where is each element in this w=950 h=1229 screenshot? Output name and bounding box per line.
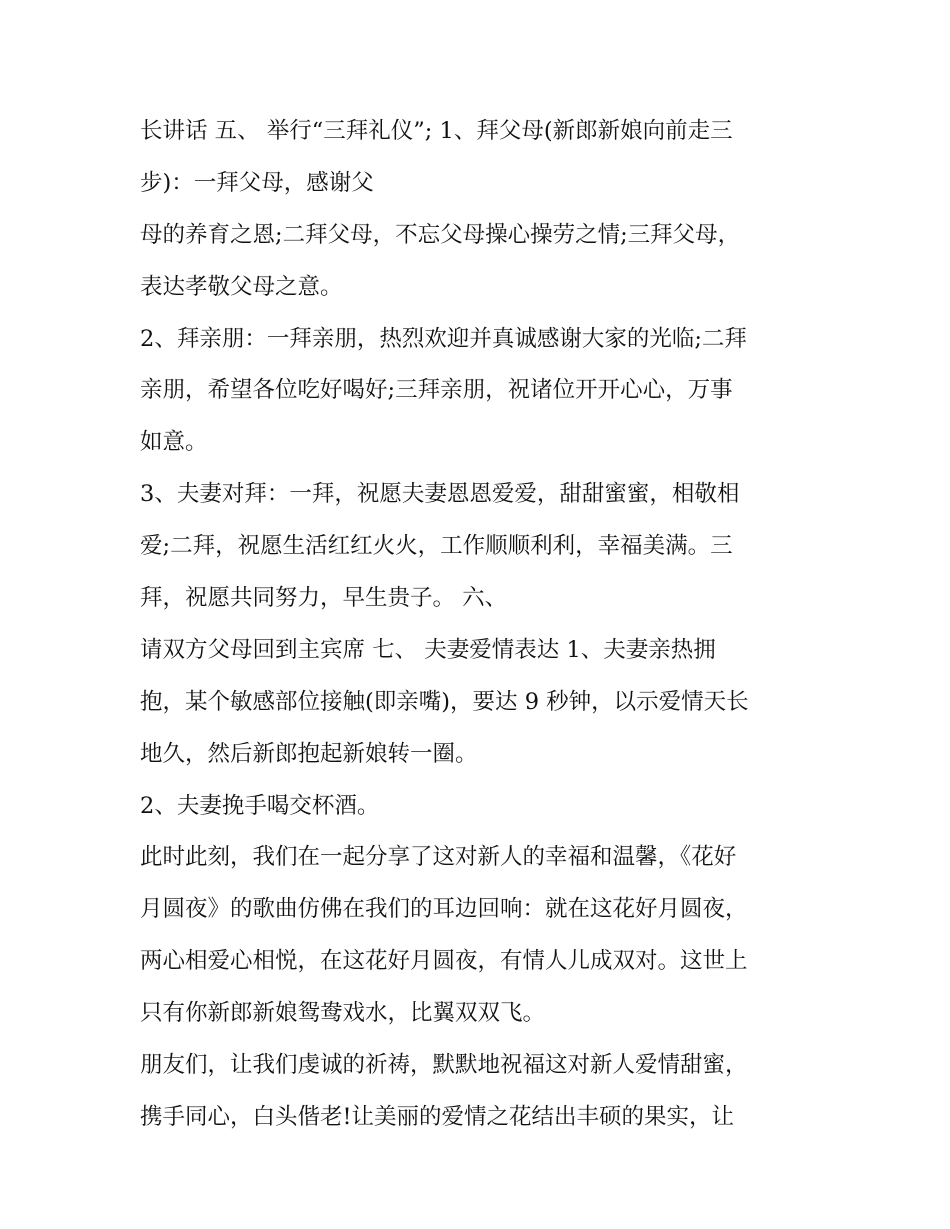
text-line: 请双方父母回到主宾席 七、 夫妻爱情表达 1、夫妻亲热拥 — [140, 636, 716, 663]
text-line: 地久，然后新郎抱起新娘转一圈。 — [140, 740, 478, 767]
text-line: 朋友们，让我们虔诚的祈祷，默默地祝福这对新人爱情甜蜜， — [140, 1052, 748, 1079]
text-line: 抱，某个敏感部位接触(即亲嘴)，要达 9 秒钟，以示爱情天长 — [140, 688, 749, 715]
text-line: 携手同心，白头偕老!让美丽的爱情之花结出丰硕的果实，让 — [140, 1103, 735, 1130]
text-line: 拜，祝愿共同努力，早生贵子。 六、 — [140, 585, 508, 612]
text-line: 母的养育之恩;二拜父母，不忘父母操心操劳之情;三拜父母， — [140, 221, 741, 248]
text-line: 3、夫妻对拜：一拜，祝愿夫妻恩恩爱爱，甜甜蜜蜜，相敬相 — [140, 481, 740, 508]
text-line: 2、拜亲朋：一拜亲朋，热烈欢迎并真诚感谢大家的光临;二拜 — [140, 325, 747, 352]
text-line: 此时此刻，我们在一起分享了这对新人的幸福和温馨，《花好 — [140, 844, 737, 871]
text-line: 爱;二拜，祝愿生活红红火火，工作顺顺利利，幸福美满。三 — [140, 533, 733, 560]
text-line: 月圆夜》的歌曲仿佛在我们的耳边回响：就在这花好月圆夜， — [140, 896, 748, 923]
text-line: 只有你新郎新娘鸳鸯戏水，比翼双双飞。 — [140, 1000, 546, 1027]
text-line: 2、夫妻挽手喝交杯酒。 — [140, 792, 380, 819]
text-line: 如意。 — [140, 429, 208, 456]
text-line: 长讲话 五、 举行“三拜礼仪”; 1、拜父母(新郎新娘向前走三 — [140, 118, 733, 144]
text-line: 亲朋，希望各位吃好喝好;三拜亲朋，祝诸位开开心心，万事 — [140, 377, 733, 404]
text-line: 表达孝敬父母之意。 — [140, 273, 343, 300]
text-line: 步)：一拜父母，感谢父 — [140, 169, 374, 196]
text-line: 两心相爱心相悦，在这花好月圆夜，有情人儿成双对。这世上 — [140, 948, 748, 975]
document-body — [140, 106, 830, 1144]
